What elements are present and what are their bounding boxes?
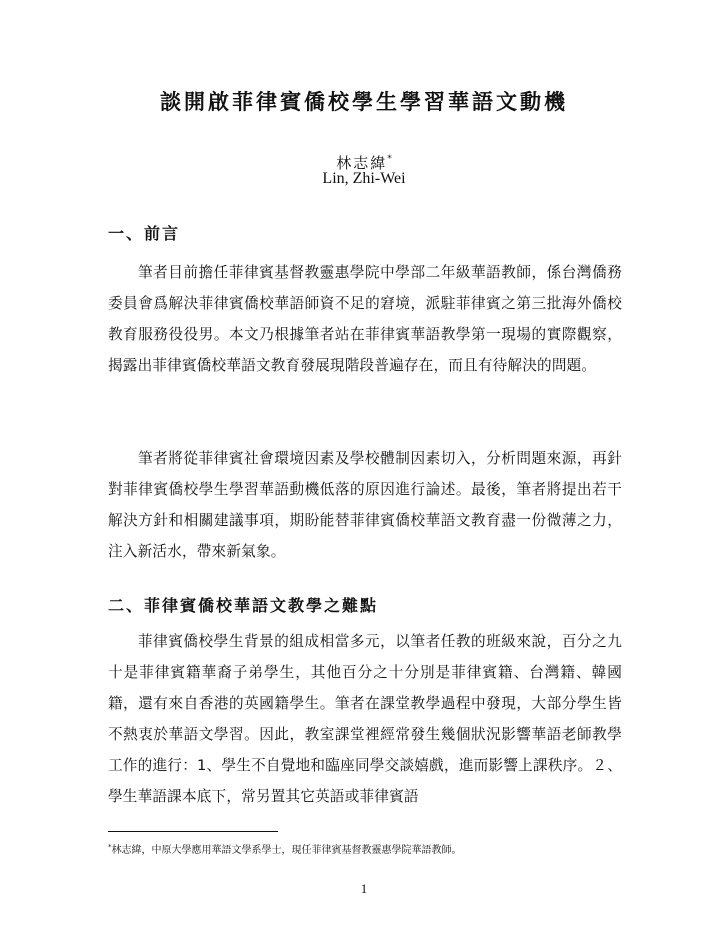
paragraph: 筆者目前擔任菲律賓基督教靈惠學院中學部二年級華語教師，係台灣僑務委員會爲解決菲律賓僑校華語師資不足的窘境，派駐菲律賓之第三批海外僑校教育服務役役男。本文乃根據筆者站在菲律賓華語教學第一現場的實際觀察，揭露出菲律賓僑校華語文教育發展現階段普遍存在，而且有待解決的問題。	[108, 264, 622, 374]
author-name-chinese-text: 林志緯	[336, 154, 388, 172]
footnote-divider	[108, 831, 278, 832]
footnote-text: 林志緯，中原大學應用華語文學系學士，現任菲律賓基督教靈惠學院華語教師。	[111, 845, 462, 856]
page-number: 1	[360, 881, 368, 896]
author-footnote-marker: *	[387, 154, 392, 164]
section-heading-teaching-difficulties: 二、菲律賓僑校華語文教學之難點	[108, 596, 379, 615]
section-heading-introduction: 一、前言	[108, 224, 181, 243]
footnote-marker: *	[108, 843, 112, 851]
footnote	[108, 839, 622, 859]
author-name-english: Lin, Zhi-Wei	[322, 170, 406, 187]
paragraph: 菲律賓僑校學生背景的組成相當多元，以筆者任教的班級來說，百分之九十是菲律賓籍華裔子弟學生，其他百分之十分別是菲律賓籍、台灣籍、韓國籍，還有來自香港的英國籍學生。筆者在課堂教學過程中發現，大部分學生皆不熱衷於華語文學習。因此，教室課堂裡經常發生幾個狀況影響華語老師教學工作的進行：1、學生不自覺地和臨座同學交談嬉戲，進而影響上課秩序。２、學生華語課本底下，常另置其它英語或菲律賓語	[108, 633, 622, 805]
paper-title: 談開啟菲律賓僑校學生學習華語文動機	[160, 90, 568, 114]
paragraph: 筆者將從菲律賓社會環境因素及學校體制因素切入，分析問題來源，再針對菲律賓僑校學生學習華語動機低落的原因進行論述。最後，筆者將提出若干解決方針和相關建議事項，期盼能替菲律賓僑校華語文教育盡一份微薄之力，注入新活水，帶來新氣象。	[108, 450, 622, 560]
